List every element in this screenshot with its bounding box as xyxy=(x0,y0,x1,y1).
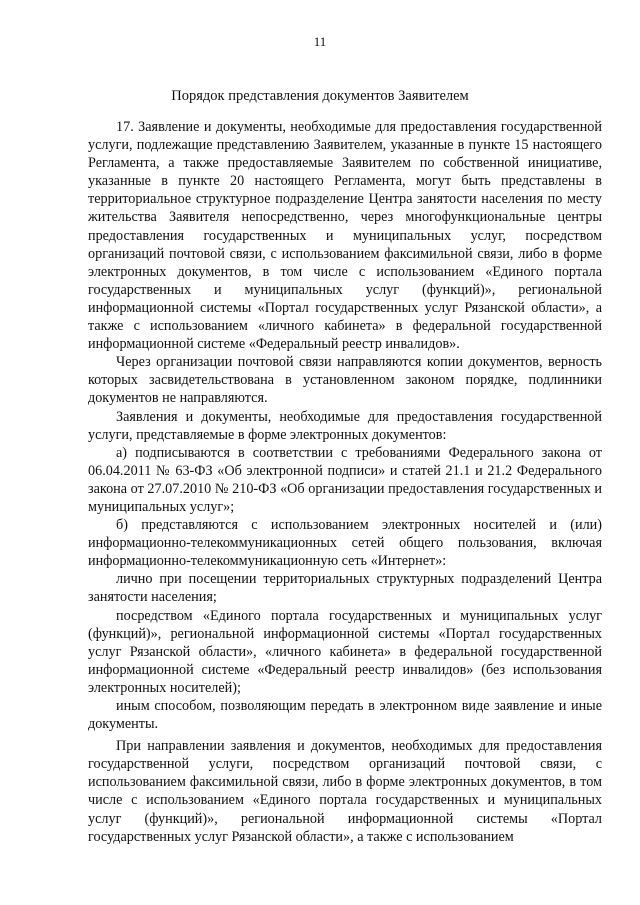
page-number: 11 xyxy=(313,34,327,49)
paragraph-in-person: лично при посещении территориальных структурных подразделений Центра занятости населения; xyxy=(88,571,602,606)
paragraph-electronic-docs: Заявления и документы, необходимые для предоставления государственной услуги, представляемые в форме электронных документов: xyxy=(88,408,602,443)
document-body xyxy=(88,118,602,846)
paragraph-item-b: б) представляются с использованием электронных носителей и (или) информационно-телекоммуникационных сетей общего пользования, включая информационно-телекоммуникационную сеть «Интернет»: xyxy=(88,517,602,570)
paragraph-item-a: а) подписываются в соответствии с требованиями Федерального закона от 06.04.2011 № 63-ФЗ «Об электронной подписи» и статей 21.1 и 21.2 Федерального закона от 27.07.2010 № 210-ФЗ «Об организации предоставления государственных и муниципальных услуг»; xyxy=(88,444,602,515)
paragraph-17: 17. Заявление и документы, необходимые для предоставления государственной услуги, подлежащие представлению Заявителем, указанные в пункте 15 настоящего Регламента, а также предоставляемые Заявителем по собственной инициативе, указанные в пункте 20 настоящего Регламента, могут быть представлены в территориальное структурное подразделение Центра занятости населения по месту жительства Заявителя непосредственно, через многофункциональные центры предоставления государственных и муниципальных услуг, посредством организаций почтовой связи, с использованием факсимильной связи, либо в форме электронных документов, в том числе с использованием «Единого портала государственных и муниципальных услуг (функций)», региональной информационной системы «Портал государственных услуг Рязанской области», а также с использованием «личного кабинета» в федеральной государственной информационной системе «Федеральный реестр инвалидов». xyxy=(88,119,602,353)
paragraph-postal-copies: Через организации почтовой связи направляются копии документов, верность которых засвидетельствована в установленном законом порядке, подлинники документов не направляются. xyxy=(88,354,602,407)
paragraph-portal: посредством «Единого портала государственных и муниципальных услуг (функций)», региональной информационной системы «Портал государственных услуг Рязанской области», «личного кабинета» в федеральной государственной информационной системе «Федеральный реестр инвалидов» (без использования электронных носителей); xyxy=(88,607,602,696)
paragraph-sending: При направлении заявления и документов, необходимых для предоставления государственной услуги, посредством организаций почтовой связи, с использованием факсимильной связи, либо в форме электронных документов, в том числе с использованием «Единого портала государственных и муниципальных услуг (функций)», региональной информационной системы «Портал государственных услуг Рязанской области», а также с использованием xyxy=(88,738,602,845)
section-title: Порядок представления документов Заявителем xyxy=(171,88,469,104)
paragraph-other-method: иным способом, позволяющим передать в электронном виде заявление и иные документы. xyxy=(88,698,602,733)
